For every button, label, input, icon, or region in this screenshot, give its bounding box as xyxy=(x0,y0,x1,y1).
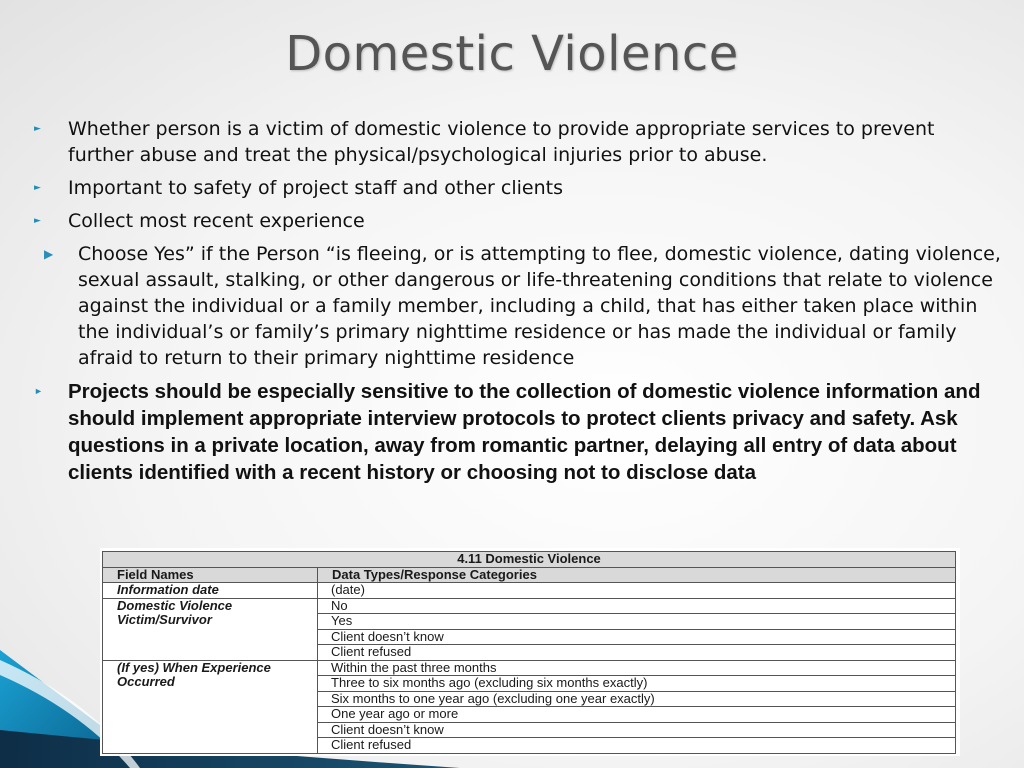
bullet-arrow-icon: ► xyxy=(34,216,41,226)
table-cell: One year ago or more xyxy=(318,707,956,723)
bullet-item xyxy=(32,116,1002,168)
table-cell: Client refused xyxy=(318,738,956,754)
table-cell: (date) xyxy=(318,583,956,599)
table-cell: Three to six months ago (excluding six months exactly) xyxy=(318,676,956,692)
field-dv-victim: Domestic Violence Victim/Survivor xyxy=(103,598,318,660)
domestic-violence-table-image xyxy=(100,548,960,756)
table-cell: Within the past three months xyxy=(318,660,956,676)
table-cell: Six months to one year ago (excluding one year exactly) xyxy=(318,691,956,707)
bullet-arrow-icon: ► xyxy=(34,386,43,396)
field-when-occurred: (If yes) When Experience Occurred xyxy=(103,660,318,753)
bullet-text: Important to safety of project staff and other clients xyxy=(68,177,563,199)
slide-title: Domestic Violence xyxy=(285,26,739,82)
column-header-data-types: Data Types/Response Categories xyxy=(318,567,956,583)
sub-bullet-text: Choose Yes” if the Person “is fleeing, or is attempting to flee, domestic violence, dating violence, sexual assault, stalking, or other dangerous or life-threatening conditions that relate to violence against the individual or a family member, including a child, that has either taken place within the individual’s or family’s primary nighttime residence or has made the individual or family afraid to return to their primary nighttime residence xyxy=(78,243,1001,369)
table-title: 4.11 Domestic Violence xyxy=(103,552,956,568)
column-header-field-names: Field Names xyxy=(103,567,318,583)
table-cell: Client refused xyxy=(318,645,956,661)
table-cell: Client doesn’t know xyxy=(318,629,956,645)
bullet-text: Collect most recent experience xyxy=(68,210,365,232)
bullet-text: Whether person is a victim of domestic violence to provide appropriate services to prevent further abuse and treat the physical/psychological injuries prior to abuse. xyxy=(68,118,935,166)
table-cell: Client doesn’t know xyxy=(318,722,956,738)
domestic-violence-table xyxy=(102,551,956,754)
bullet-text: Projects should be especially sensitive to the collection of domestic violence information and should implement appropriate interview protocols to protect clients privacy and safety. Ask questions in a private location, away from romantic partner, delaying all entry of data about clients identified with a recent history or choosing not to disclose data xyxy=(68,380,981,484)
bullet-arrow-icon: ► xyxy=(34,183,41,193)
bullet-arrow-icon: ► xyxy=(34,124,41,134)
table-cell: No xyxy=(318,598,956,614)
bullet-list xyxy=(32,116,1002,493)
bullet-arrow-icon: ▶ xyxy=(44,247,54,261)
table-cell: Yes xyxy=(318,614,956,630)
sub-bullet-item xyxy=(32,241,1002,371)
bullet-item-bold xyxy=(32,378,1002,486)
bullet-item xyxy=(32,175,1002,201)
field-information-date: Information date xyxy=(103,583,318,599)
bullet-item xyxy=(32,208,1002,234)
